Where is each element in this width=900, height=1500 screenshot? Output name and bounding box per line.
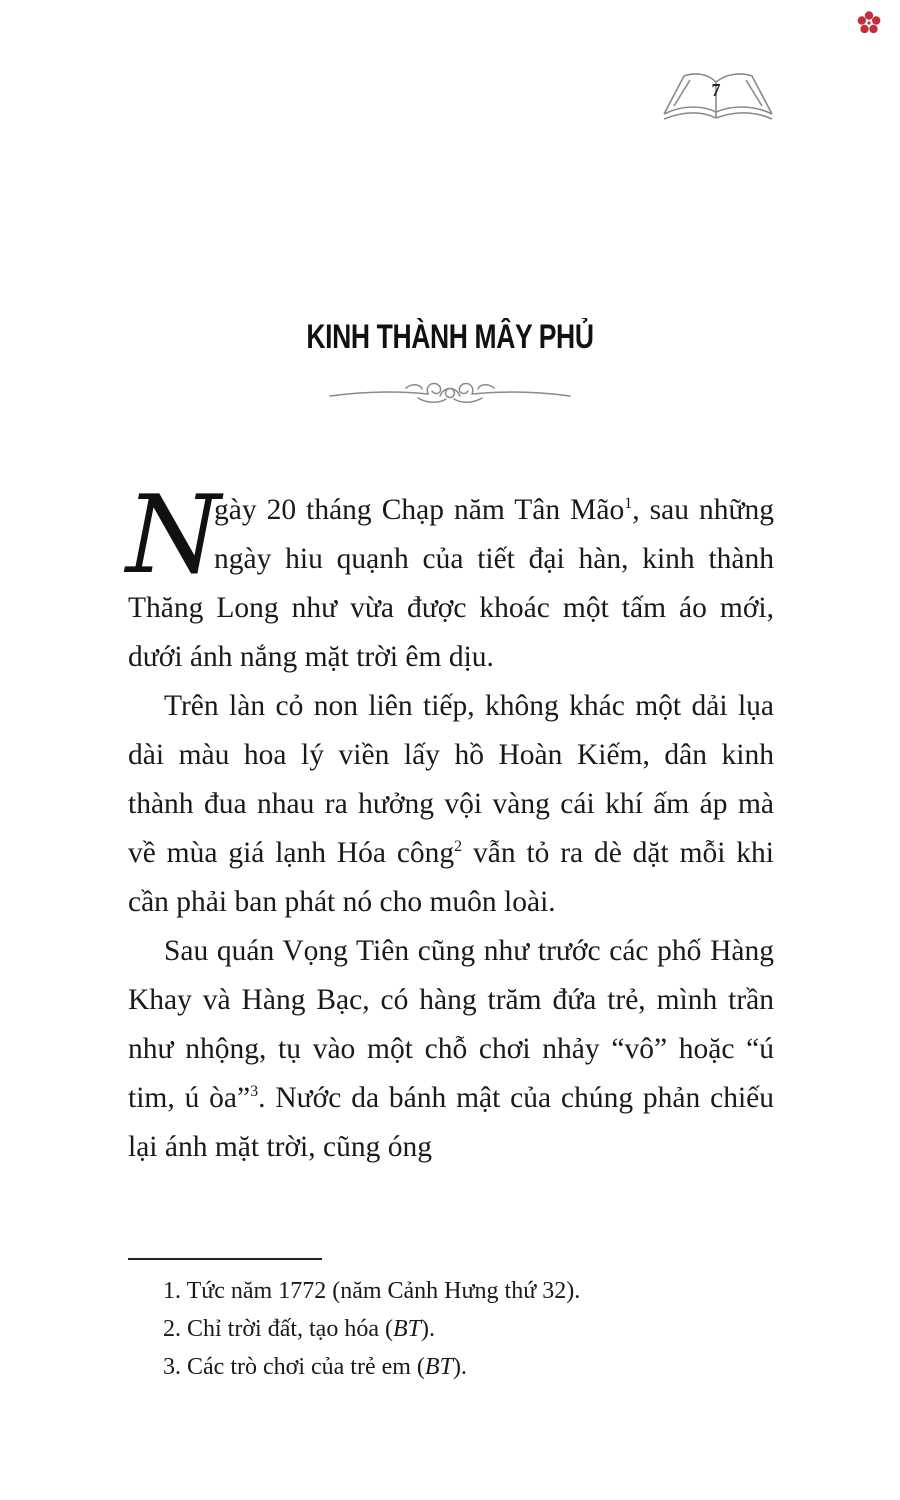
paragraph-2-text-start: Trên làn cỏ non liên tiếp, không khác một dải lụa dài màu hoa lý viền lấy hồ Hoàn Kiếm, dân kinh thành đua nhau ra hưởng vội vàng cái khí ấm áp mà về mùa giá lạnh Hóa công <box>128 690 774 869</box>
footnote-ref-1: 1 <box>624 495 633 513</box>
page-header <box>660 70 775 126</box>
chapter-title: KINH THÀNH MÂY PHỦ <box>306 318 594 356</box>
footnote-1: 1. Tức năm 1772 (năm Cảnh Hưng thứ 32). <box>163 1278 581 1304</box>
paragraph-3-text-start: Sau quán Vọng Tiên cũng như trước các phố Hàng Khay và Hàng Bạc, có hàng trăm đứa trẻ, mình trần như nhộng, tụ vào một chỗ chơi nhảy “vô” hoặc “ú tim, ú òa” <box>128 935 774 1114</box>
footnote-3-suffix: ). <box>452 1354 467 1380</box>
footnote-2 <box>163 1310 783 1348</box>
footnote-2-suffix: ). <box>421 1316 435 1342</box>
footnote-3 <box>163 1348 783 1386</box>
title-flourish-ornament <box>328 374 572 410</box>
footnote-ref-3: 3 <box>250 1083 259 1101</box>
paragraph-1-text-end: , sau những ngày hiu quạnh của tiết đại hàn, kinh thành Thăng Long như vừa được khoác một tấm áo mới, dưới ánh nắng mặt trời êm dịu. <box>128 494 774 673</box>
footnote-ref-2: 2 <box>454 838 463 856</box>
drop-cap-letter: N <box>126 473 221 598</box>
chapter-body <box>126 473 775 1172</box>
footnote-2-source: BT <box>392 1316 421 1342</box>
footnote-3-source: BT <box>424 1354 453 1380</box>
footnotes <box>163 1272 783 1386</box>
corner-flower-icon <box>856 10 882 36</box>
paragraph-3 <box>128 927 774 1172</box>
footnote-2-prefix: 2. Chỉ trời đất, tạo hóa ( <box>163 1316 393 1342</box>
footnote-separator <box>128 1258 322 1260</box>
paragraph-3-text-end: . Nước da bánh mật của chúng phản chiếu lại ánh mặt trời, cũng óng <box>128 1082 775 1163</box>
paragraph-2 <box>128 682 774 927</box>
paragraph-1-text-start: gày 20 tháng Chạp năm Tân Mão <box>214 494 625 526</box>
footnote-3-prefix: 3. Các trò chơi của trẻ em ( <box>163 1354 425 1380</box>
paragraph-2-text-end: vẫn tỏ ra dè dặt mỗi khi cần phải ban phát nó cho muôn loài. <box>128 837 774 918</box>
page-number: 7 <box>711 80 721 100</box>
paragraph-1 <box>126 473 774 682</box>
